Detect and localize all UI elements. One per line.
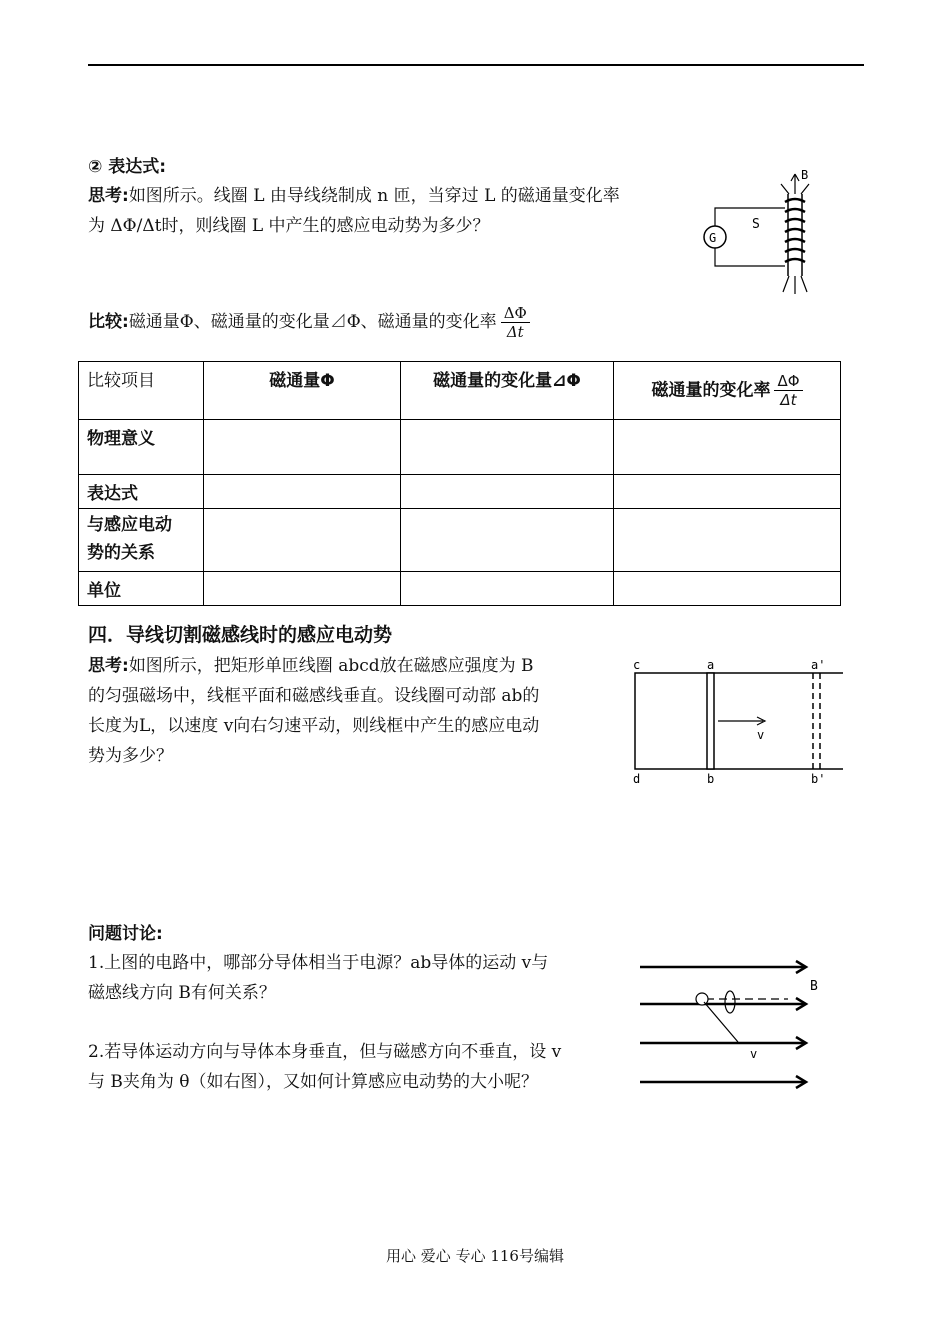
discussion-title: 问题讨论: [88, 924, 163, 944]
velocity-line [704, 1002, 738, 1042]
label-a: a [707, 658, 715, 672]
table-cell[interactable] [614, 475, 841, 509]
table-header-row [79, 362, 841, 420]
table-row [79, 572, 841, 606]
conductor [696, 993, 708, 1005]
table-cell[interactable] [614, 509, 841, 572]
think-label: 思考: [88, 186, 129, 206]
section4-line4: 势为多少？ [88, 746, 173, 766]
frac-num: ΔΦ [501, 304, 530, 323]
header-rate-text: 磁通量的变化率 [651, 380, 771, 401]
table-cell[interactable] [401, 572, 614, 606]
field-angle-figure [630, 950, 830, 1095]
table-cell[interactable] [401, 420, 614, 475]
think1-line2: 为 ΔΦ/Δt时，则线圈 L 中产生的感应电动势为多少？ [88, 216, 490, 236]
row-label: 表达式 [79, 475, 204, 509]
label-b: B [801, 168, 809, 182]
row-label-line1: 与感应电动 [87, 515, 172, 535]
row-label: 单位 [79, 572, 204, 606]
compare-label: 比较: [88, 312, 129, 332]
frac-den: Δt [780, 391, 797, 409]
row-label-line2: 势的关系 [87, 543, 155, 563]
q1-line1: 1.上图的电路中，哪部分导体相当于电源？ab导体的运动 v与 [88, 953, 549, 973]
label-g: G [709, 231, 717, 245]
label-s: S [752, 217, 760, 232]
table-cell[interactable] [614, 420, 841, 475]
table-cell[interactable] [401, 509, 614, 572]
think-label: 思考: [88, 656, 129, 676]
section4-line1 [88, 651, 534, 681]
header-rule [88, 64, 864, 66]
table-cell[interactable] [401, 475, 614, 509]
table-row [79, 475, 841, 509]
moving-rod-ab [707, 673, 714, 769]
page-footer: 用心 爱心 专心 116号编辑 [386, 1247, 564, 1265]
section4-line2: 的匀强磁场中，线框平面和磁感线垂直。设线圈可动部 ab的 [88, 686, 540, 706]
table-cell[interactable] [204, 509, 401, 572]
table-cell[interactable] [204, 572, 401, 606]
table-cell[interactable] [204, 420, 401, 475]
header-cell: 磁通量的变化量⊿Φ [401, 362, 614, 420]
label-b: b [707, 772, 715, 786]
label-B: B [810, 979, 818, 994]
table-cell[interactable] [204, 475, 401, 509]
think1-line1 [88, 181, 620, 211]
frac-num: ΔΦ [774, 372, 802, 391]
rect-loop-figure [625, 655, 850, 787]
header-cell: 比较项目 [79, 362, 204, 420]
section-heading: ② 表达式: [88, 157, 167, 177]
frac-den: Δt [506, 323, 524, 341]
field-lines [781, 174, 809, 294]
header-fraction [774, 372, 802, 409]
header-cell: 磁通量Φ [204, 362, 401, 420]
label-v: v [757, 728, 765, 742]
label-d: d [633, 772, 641, 786]
section4-line3: 长度为L，以速度 v向右匀速平动，则线框中产生的感应电动 [88, 716, 540, 736]
coil-circuit-figure [695, 168, 825, 300]
q2-line2: 与 B夹角为 θ（如右图），又如何计算感应电动势的大小呢？ [88, 1072, 539, 1092]
compare-text: 磁通量Φ、磁通量的变化量⊿Φ、磁通量的变化率 [128, 312, 497, 332]
q2-line1: 2.若导体运动方向与导体本身垂直，但与磁感方向不垂直，设 v [88, 1042, 562, 1062]
think-text: 如图所示。线圈 L 由导线绕制成 n 匝，当穿过 L 的磁通量变化率 [128, 186, 620, 206]
compare-fraction [501, 304, 530, 341]
row-label [79, 509, 204, 572]
label-v: v [750, 1047, 758, 1061]
row-label: 物理意义 [79, 420, 204, 475]
angle-mark [725, 991, 735, 1013]
table-cell[interactable] [614, 572, 841, 606]
header-cell-rate [614, 362, 841, 420]
label-b-prime: b' [811, 772, 826, 786]
section4-title: 四．导线切割磁感线时的感应电动势 [88, 624, 393, 646]
label-a-prime: a' [811, 658, 826, 672]
comparison-table [78, 361, 841, 606]
table-row [79, 420, 841, 475]
think-text: 如图所示，把矩形单匝线圈 abcd放在磁感应强度为 B [128, 656, 534, 676]
table-row [79, 509, 841, 572]
compare-line [88, 304, 530, 341]
label-c: c [633, 658, 641, 672]
q1-line2: 磁感线方向 B有何关系？ [88, 983, 276, 1003]
